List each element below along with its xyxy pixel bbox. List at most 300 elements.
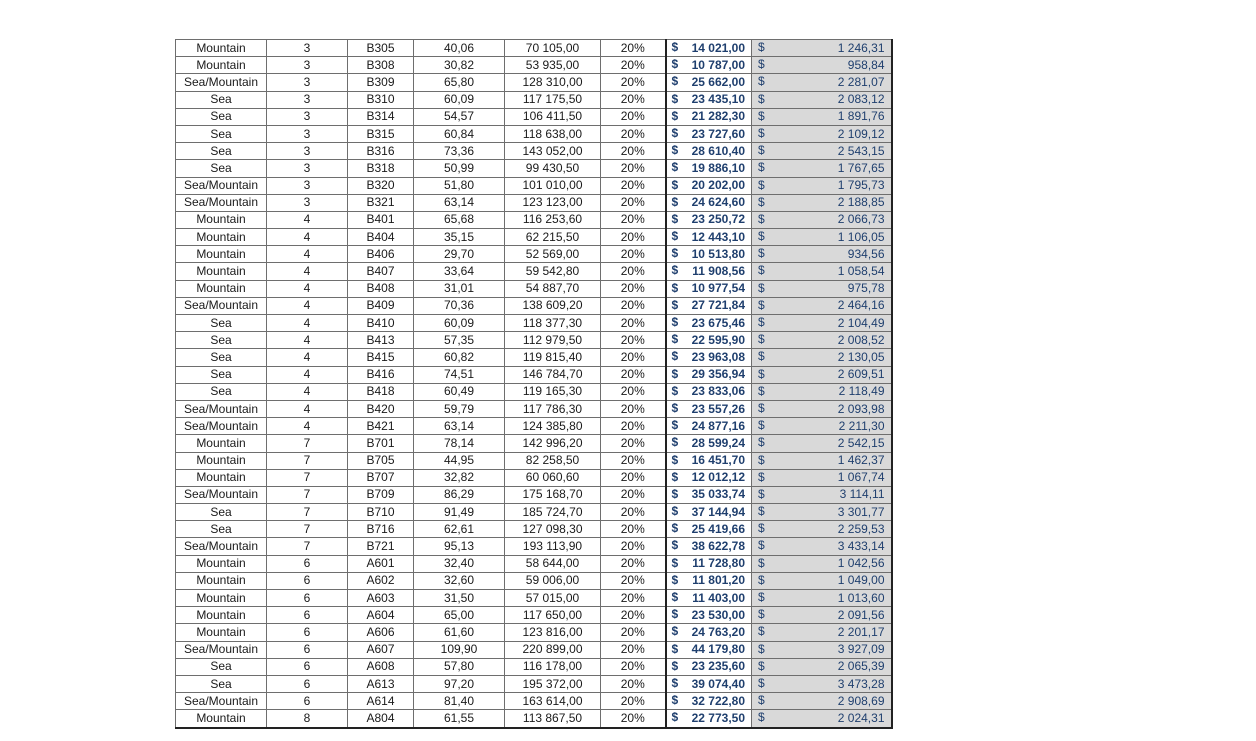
installment-cell[interactable]	[752, 263, 892, 280]
price-cell[interactable]: 127 098,30	[505, 521, 601, 538]
area-cell[interactable]: 65,68	[414, 211, 505, 228]
unit-cell[interactable]: B705	[348, 452, 414, 469]
price-cell[interactable]: 146 784,70	[505, 366, 601, 383]
percent-cell[interactable]: 20%	[601, 332, 666, 349]
floor-cell[interactable]: 7	[267, 504, 348, 521]
area-cell[interactable]: 109,90	[414, 641, 505, 658]
percent-cell[interactable]: 20%	[601, 125, 666, 142]
floor-cell[interactable]: 4	[267, 263, 348, 280]
price-cell[interactable]: 128 310,00	[505, 74, 601, 91]
deposit-cell[interactable]	[666, 400, 752, 417]
percent-cell[interactable]: 20%	[601, 297, 666, 314]
percent-cell[interactable]: 20%	[601, 572, 666, 589]
area-cell[interactable]: 65,00	[414, 607, 505, 624]
unit-cell[interactable]: B310	[348, 91, 414, 108]
view-cell[interactable]: Sea	[176, 658, 267, 675]
price-cell[interactable]: 58 644,00	[505, 555, 601, 572]
deposit-cell[interactable]	[666, 675, 752, 692]
price-cell[interactable]: 106 411,50	[505, 108, 601, 125]
floor-cell[interactable]: 4	[267, 229, 348, 246]
installment-cell[interactable]	[752, 246, 892, 263]
area-cell[interactable]: 74,51	[414, 366, 505, 383]
installment-cell[interactable]	[752, 658, 892, 675]
area-cell[interactable]: 63,14	[414, 418, 505, 435]
area-cell[interactable]: 81,40	[414, 693, 505, 710]
area-cell[interactable]: 95,13	[414, 538, 505, 555]
installment-cell[interactable]	[752, 297, 892, 314]
view-cell[interactable]: Sea/Mountain	[176, 486, 267, 503]
view-cell[interactable]: Mountain	[176, 57, 267, 74]
area-cell[interactable]: 62,61	[414, 521, 505, 538]
price-cell[interactable]: 60 060,60	[505, 469, 601, 486]
percent-cell[interactable]: 20%	[601, 555, 666, 572]
unit-cell[interactable]: B416	[348, 366, 414, 383]
percent-cell[interactable]: 20%	[601, 469, 666, 486]
unit-cell[interactable]: B406	[348, 246, 414, 263]
installment-cell[interactable]	[752, 572, 892, 589]
installment-cell[interactable]	[752, 229, 892, 246]
floor-cell[interactable]: 4	[267, 418, 348, 435]
deposit-cell[interactable]	[666, 435, 752, 452]
deposit-cell[interactable]	[666, 315, 752, 332]
installment-cell[interactable]	[752, 486, 892, 503]
floor-cell[interactable]: 4	[267, 332, 348, 349]
deposit-cell[interactable]	[666, 572, 752, 589]
percent-cell[interactable]: 20%	[601, 383, 666, 400]
unit-cell[interactable]: B721	[348, 538, 414, 555]
view-cell[interactable]: Sea/Mountain	[176, 194, 267, 211]
deposit-cell[interactable]	[666, 710, 752, 728]
deposit-cell[interactable]	[666, 658, 752, 675]
percent-cell[interactable]: 20%	[601, 504, 666, 521]
deposit-cell[interactable]	[666, 641, 752, 658]
percent-cell[interactable]: 20%	[601, 400, 666, 417]
percent-cell[interactable]: 20%	[601, 91, 666, 108]
installment-cell[interactable]	[752, 538, 892, 555]
view-cell[interactable]: Mountain	[176, 555, 267, 572]
deposit-cell[interactable]	[666, 624, 752, 641]
view-cell[interactable]: Sea/Mountain	[176, 297, 267, 314]
floor-cell[interactable]: 4	[267, 349, 348, 366]
installment-cell[interactable]	[752, 194, 892, 211]
view-cell[interactable]: Mountain	[176, 710, 267, 728]
percent-cell[interactable]: 20%	[601, 675, 666, 692]
price-cell[interactable]: 195 372,00	[505, 675, 601, 692]
floor-cell[interactable]: 4	[267, 246, 348, 263]
installment-cell[interactable]	[752, 332, 892, 349]
area-cell[interactable]: 70,36	[414, 297, 505, 314]
installment-cell[interactable]	[752, 125, 892, 142]
unit-cell[interactable]: B308	[348, 57, 414, 74]
area-cell[interactable]: 50,99	[414, 160, 505, 177]
view-cell[interactable]: Mountain	[176, 211, 267, 228]
percent-cell[interactable]: 20%	[601, 177, 666, 194]
installment-cell[interactable]	[752, 280, 892, 297]
view-cell[interactable]: Sea	[176, 521, 267, 538]
deposit-cell[interactable]	[666, 91, 752, 108]
deposit-cell[interactable]	[666, 521, 752, 538]
floor-cell[interactable]: 4	[267, 315, 348, 332]
view-cell[interactable]: Mountain	[176, 590, 267, 607]
floor-cell[interactable]: 8	[267, 710, 348, 728]
percent-cell[interactable]: 20%	[601, 57, 666, 74]
view-cell[interactable]: Sea/Mountain	[176, 693, 267, 710]
price-cell[interactable]: 116 178,00	[505, 658, 601, 675]
unit-cell[interactable]: A613	[348, 675, 414, 692]
price-cell[interactable]: 52 569,00	[505, 246, 601, 263]
deposit-cell[interactable]	[666, 504, 752, 521]
deposit-cell[interactable]	[666, 263, 752, 280]
percent-cell[interactable]: 20%	[601, 108, 666, 125]
unit-cell[interactable]: B316	[348, 143, 414, 160]
view-cell[interactable]: Mountain	[176, 469, 267, 486]
deposit-cell[interactable]	[666, 469, 752, 486]
area-cell[interactable]: 60,09	[414, 315, 505, 332]
area-cell[interactable]: 57,35	[414, 332, 505, 349]
area-cell[interactable]: 57,80	[414, 658, 505, 675]
price-cell[interactable]: 193 113,90	[505, 538, 601, 555]
price-cell[interactable]: 185 724,70	[505, 504, 601, 521]
percent-cell[interactable]: 20%	[601, 521, 666, 538]
unit-cell[interactable]: A614	[348, 693, 414, 710]
floor-cell[interactable]: 3	[267, 160, 348, 177]
deposit-cell[interactable]	[666, 590, 752, 607]
view-cell[interactable]: Mountain	[176, 452, 267, 469]
unit-cell[interactable]: A601	[348, 555, 414, 572]
installment-cell[interactable]	[752, 693, 892, 710]
floor-cell[interactable]: 6	[267, 607, 348, 624]
area-cell[interactable]: 60,49	[414, 383, 505, 400]
percent-cell[interactable]: 20%	[601, 40, 666, 57]
installment-cell[interactable]	[752, 521, 892, 538]
price-cell[interactable]: 117 175,50	[505, 91, 601, 108]
deposit-cell[interactable]	[666, 125, 752, 142]
area-cell[interactable]: 29,70	[414, 246, 505, 263]
percent-cell[interactable]: 20%	[601, 246, 666, 263]
unit-cell[interactable]: B410	[348, 315, 414, 332]
installment-cell[interactable]	[752, 108, 892, 125]
view-cell[interactable]: Sea/Mountain	[176, 538, 267, 555]
floor-cell[interactable]: 4	[267, 297, 348, 314]
floor-cell[interactable]: 3	[267, 143, 348, 160]
unit-cell[interactable]: A804	[348, 710, 414, 728]
area-cell[interactable]: 32,82	[414, 469, 505, 486]
installment-cell[interactable]	[752, 366, 892, 383]
price-cell[interactable]: 175 168,70	[505, 486, 601, 503]
price-cell[interactable]: 53 935,00	[505, 57, 601, 74]
deposit-cell[interactable]	[666, 486, 752, 503]
percent-cell[interactable]: 20%	[601, 315, 666, 332]
installment-cell[interactable]	[752, 91, 892, 108]
installment-cell[interactable]	[752, 710, 892, 728]
unit-cell[interactable]: A606	[348, 624, 414, 641]
price-cell[interactable]: 82 258,50	[505, 452, 601, 469]
area-cell[interactable]: 35,15	[414, 229, 505, 246]
price-cell[interactable]: 117 650,00	[505, 607, 601, 624]
deposit-cell[interactable]	[666, 332, 752, 349]
price-cell[interactable]: 119 815,40	[505, 349, 601, 366]
area-cell[interactable]: 51,80	[414, 177, 505, 194]
unit-cell[interactable]: B707	[348, 469, 414, 486]
deposit-cell[interactable]	[666, 280, 752, 297]
unit-cell[interactable]: B710	[348, 504, 414, 521]
unit-cell[interactable]: B415	[348, 349, 414, 366]
floor-cell[interactable]: 3	[267, 194, 348, 211]
unit-cell[interactable]: B418	[348, 383, 414, 400]
area-cell[interactable]: 33,64	[414, 263, 505, 280]
view-cell[interactable]: Sea	[176, 143, 267, 160]
price-cell[interactable]: 142 996,20	[505, 435, 601, 452]
percent-cell[interactable]: 20%	[601, 452, 666, 469]
installment-cell[interactable]	[752, 452, 892, 469]
price-cell[interactable]: 117 786,30	[505, 400, 601, 417]
unit-cell[interactable]: B318	[348, 160, 414, 177]
floor-cell[interactable]: 6	[267, 658, 348, 675]
percent-cell[interactable]: 20%	[601, 435, 666, 452]
deposit-cell[interactable]	[666, 383, 752, 400]
view-cell[interactable]: Sea	[176, 504, 267, 521]
view-cell[interactable]: Sea/Mountain	[176, 641, 267, 658]
installment-cell[interactable]	[752, 469, 892, 486]
deposit-cell[interactable]	[666, 246, 752, 263]
deposit-cell[interactable]	[666, 108, 752, 125]
percent-cell[interactable]: 20%	[601, 74, 666, 91]
deposit-cell[interactable]	[666, 194, 752, 211]
unit-cell[interactable]: B401	[348, 211, 414, 228]
installment-cell[interactable]	[752, 590, 892, 607]
area-cell[interactable]: 91,49	[414, 504, 505, 521]
price-cell[interactable]: 119 165,30	[505, 383, 601, 400]
installment-cell[interactable]	[752, 74, 892, 91]
price-cell[interactable]: 113 867,50	[505, 710, 601, 728]
deposit-cell[interactable]	[666, 160, 752, 177]
installment-cell[interactable]	[752, 400, 892, 417]
percent-cell[interactable]: 20%	[601, 418, 666, 435]
area-cell[interactable]: 63,14	[414, 194, 505, 211]
percent-cell[interactable]: 20%	[601, 538, 666, 555]
percent-cell[interactable]: 20%	[601, 160, 666, 177]
unit-cell[interactable]: B315	[348, 125, 414, 142]
view-cell[interactable]: Mountain	[176, 607, 267, 624]
deposit-cell[interactable]	[666, 452, 752, 469]
installment-cell[interactable]	[752, 177, 892, 194]
deposit-cell[interactable]	[666, 74, 752, 91]
price-cell[interactable]: 123 123,00	[505, 194, 601, 211]
area-cell[interactable]: 59,79	[414, 400, 505, 417]
view-cell[interactable]: Sea/Mountain	[176, 74, 267, 91]
view-cell[interactable]: Mountain	[176, 229, 267, 246]
floor-cell[interactable]: 7	[267, 435, 348, 452]
installment-cell[interactable]	[752, 211, 892, 228]
installment-cell[interactable]	[752, 383, 892, 400]
unit-cell[interactable]: B404	[348, 229, 414, 246]
price-cell[interactable]: 143 052,00	[505, 143, 601, 160]
floor-cell[interactable]: 6	[267, 590, 348, 607]
installment-cell[interactable]	[752, 504, 892, 521]
area-cell[interactable]: 32,60	[414, 572, 505, 589]
view-cell[interactable]: Sea/Mountain	[176, 418, 267, 435]
installment-cell[interactable]	[752, 315, 892, 332]
deposit-cell[interactable]	[666, 607, 752, 624]
floor-cell[interactable]: 4	[267, 383, 348, 400]
floor-cell[interactable]: 6	[267, 572, 348, 589]
percent-cell[interactable]: 20%	[601, 607, 666, 624]
floor-cell[interactable]: 3	[267, 91, 348, 108]
price-cell[interactable]: 59 006,00	[505, 572, 601, 589]
price-cell[interactable]: 57 015,00	[505, 590, 601, 607]
installment-cell[interactable]	[752, 641, 892, 658]
unit-cell[interactable]: B309	[348, 74, 414, 91]
area-cell[interactable]: 97,20	[414, 675, 505, 692]
price-cell[interactable]: 163 614,00	[505, 693, 601, 710]
unit-cell[interactable]: A602	[348, 572, 414, 589]
price-cell[interactable]: 70 105,00	[505, 40, 601, 57]
percent-cell[interactable]: 20%	[601, 693, 666, 710]
installment-cell[interactable]	[752, 40, 892, 57]
floor-cell[interactable]: 4	[267, 400, 348, 417]
floor-cell[interactable]: 3	[267, 125, 348, 142]
view-cell[interactable]: Sea	[176, 383, 267, 400]
floor-cell[interactable]: 7	[267, 486, 348, 503]
installment-cell[interactable]	[752, 418, 892, 435]
price-cell[interactable]: 101 010,00	[505, 177, 601, 194]
view-cell[interactable]: Sea	[176, 332, 267, 349]
floor-cell[interactable]: 6	[267, 675, 348, 692]
area-cell[interactable]: 86,29	[414, 486, 505, 503]
deposit-cell[interactable]	[666, 143, 752, 160]
price-cell[interactable]: 124 385,80	[505, 418, 601, 435]
deposit-cell[interactable]	[666, 538, 752, 555]
view-cell[interactable]: Sea	[176, 675, 267, 692]
view-cell[interactable]: Mountain	[176, 263, 267, 280]
view-cell[interactable]: Sea	[176, 108, 267, 125]
floor-cell[interactable]: 4	[267, 211, 348, 228]
unit-cell[interactable]: B320	[348, 177, 414, 194]
unit-cell[interactable]: A604	[348, 607, 414, 624]
area-cell[interactable]: 73,36	[414, 143, 505, 160]
view-cell[interactable]: Sea/Mountain	[176, 400, 267, 417]
floor-cell[interactable]: 7	[267, 452, 348, 469]
percent-cell[interactable]: 20%	[601, 280, 666, 297]
area-cell[interactable]: 60,09	[414, 91, 505, 108]
deposit-cell[interactable]	[666, 211, 752, 228]
floor-cell[interactable]: 3	[267, 74, 348, 91]
deposit-cell[interactable]	[666, 418, 752, 435]
price-cell[interactable]: 118 377,30	[505, 315, 601, 332]
view-cell[interactable]: Sea	[176, 160, 267, 177]
deposit-cell[interactable]	[666, 349, 752, 366]
unit-cell[interactable]: B408	[348, 280, 414, 297]
area-cell[interactable]: 31,01	[414, 280, 505, 297]
floor-cell[interactable]: 7	[267, 538, 348, 555]
floor-cell[interactable]: 6	[267, 624, 348, 641]
deposit-cell[interactable]	[666, 57, 752, 74]
view-cell[interactable]: Mountain	[176, 624, 267, 641]
area-cell[interactable]: 31,50	[414, 590, 505, 607]
area-cell[interactable]: 54,57	[414, 108, 505, 125]
area-cell[interactable]: 78,14	[414, 435, 505, 452]
area-cell[interactable]: 40,06	[414, 40, 505, 57]
installment-cell[interactable]	[752, 435, 892, 452]
deposit-cell[interactable]	[666, 555, 752, 572]
view-cell[interactable]: Mountain	[176, 40, 267, 57]
area-cell[interactable]: 44,95	[414, 452, 505, 469]
floor-cell[interactable]: 3	[267, 40, 348, 57]
unit-cell[interactable]: B407	[348, 263, 414, 280]
percent-cell[interactable]: 20%	[601, 194, 666, 211]
deposit-cell[interactable]	[666, 40, 752, 57]
percent-cell[interactable]: 20%	[601, 590, 666, 607]
area-cell[interactable]: 65,80	[414, 74, 505, 91]
percent-cell[interactable]: 20%	[601, 349, 666, 366]
deposit-cell[interactable]	[666, 297, 752, 314]
view-cell[interactable]: Sea/Mountain	[176, 177, 267, 194]
view-cell[interactable]: Sea	[176, 349, 267, 366]
unit-cell[interactable]: B314	[348, 108, 414, 125]
area-cell[interactable]: 30,82	[414, 57, 505, 74]
view-cell[interactable]: Mountain	[176, 246, 267, 263]
deposit-cell[interactable]	[666, 693, 752, 710]
unit-cell[interactable]: A603	[348, 590, 414, 607]
area-cell[interactable]: 61,60	[414, 624, 505, 641]
deposit-cell[interactable]	[666, 366, 752, 383]
price-cell[interactable]: 54 887,70	[505, 280, 601, 297]
area-cell[interactable]: 61,55	[414, 710, 505, 728]
floor-cell[interactable]: 6	[267, 555, 348, 572]
unit-cell[interactable]: B409	[348, 297, 414, 314]
unit-cell[interactable]: A608	[348, 658, 414, 675]
floor-cell[interactable]: 6	[267, 641, 348, 658]
floor-cell[interactable]: 3	[267, 108, 348, 125]
percent-cell[interactable]: 20%	[601, 710, 666, 728]
floor-cell[interactable]: 4	[267, 280, 348, 297]
installment-cell[interactable]	[752, 555, 892, 572]
floor-cell[interactable]: 4	[267, 366, 348, 383]
floor-cell[interactable]: 6	[267, 693, 348, 710]
installment-cell[interactable]	[752, 57, 892, 74]
floor-cell[interactable]: 7	[267, 521, 348, 538]
floor-cell[interactable]: 3	[267, 57, 348, 74]
price-cell[interactable]: 99 430,50	[505, 160, 601, 177]
installment-cell[interactable]	[752, 675, 892, 692]
installment-cell[interactable]	[752, 624, 892, 641]
view-cell[interactable]: Sea	[176, 366, 267, 383]
view-cell[interactable]: Mountain	[176, 280, 267, 297]
deposit-cell[interactable]	[666, 229, 752, 246]
floor-cell[interactable]: 7	[267, 469, 348, 486]
unit-cell[interactable]: B413	[348, 332, 414, 349]
installment-cell[interactable]	[752, 349, 892, 366]
percent-cell[interactable]: 20%	[601, 229, 666, 246]
floor-cell[interactable]: 3	[267, 177, 348, 194]
area-cell[interactable]: 60,84	[414, 125, 505, 142]
unit-cell[interactable]: B421	[348, 418, 414, 435]
view-cell[interactable]: Sea	[176, 91, 267, 108]
unit-cell[interactable]: B305	[348, 40, 414, 57]
unit-cell[interactable]: B701	[348, 435, 414, 452]
area-cell[interactable]: 32,40	[414, 555, 505, 572]
view-cell[interactable]: Sea	[176, 315, 267, 332]
view-cell[interactable]: Mountain	[176, 435, 267, 452]
unit-cell[interactable]: B321	[348, 194, 414, 211]
percent-cell[interactable]: 20%	[601, 624, 666, 641]
percent-cell[interactable]: 20%	[601, 641, 666, 658]
installment-cell[interactable]	[752, 607, 892, 624]
percent-cell[interactable]: 20%	[601, 366, 666, 383]
installment-cell[interactable]	[752, 160, 892, 177]
percent-cell[interactable]: 20%	[601, 143, 666, 160]
view-cell[interactable]: Mountain	[176, 572, 267, 589]
